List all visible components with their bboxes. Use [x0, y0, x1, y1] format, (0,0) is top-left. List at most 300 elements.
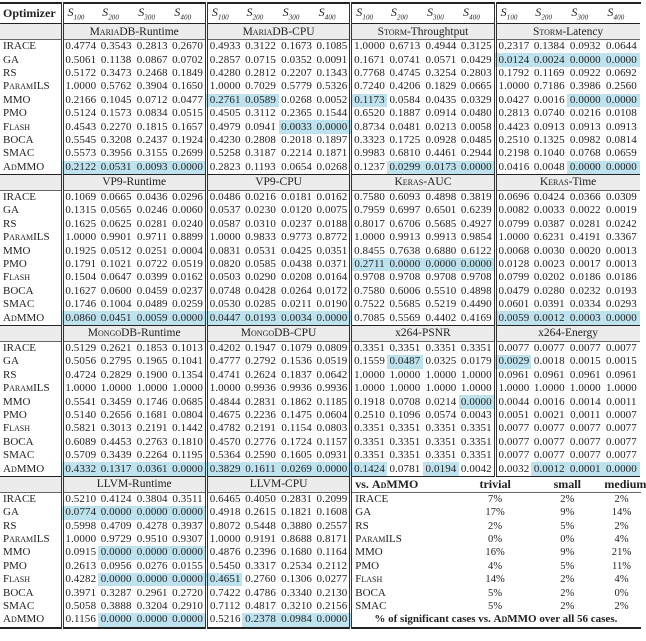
value-cell: 0.2615 — [242, 506, 278, 519]
significant-value-cell: 0.0001 — [567, 462, 603, 476]
value-cell: 0.0351 — [315, 244, 351, 257]
significant-value-cell: 0.0124 — [495, 53, 531, 66]
group-title — [351, 24, 495, 40]
value-cell: 0.4774 — [62, 40, 98, 54]
significant-value-cell: 0.0860 — [62, 311, 98, 325]
value-cell: 0.2018 — [279, 134, 315, 147]
significant-value-cell: 0.0299 — [387, 161, 423, 175]
significant-value-cell: 0.0000 — [567, 161, 603, 175]
value-cell: 0.0325 — [423, 355, 459, 368]
significant-value-cell: 0.3829 — [206, 462, 242, 476]
value-cell: 0.0914 — [423, 107, 459, 120]
s-symbol: $S_{100}$ — [68, 5, 85, 19]
value-cell: 0.0019 — [603, 204, 639, 217]
group-title — [62, 476, 206, 492]
value-cell: 0.0276 — [134, 560, 170, 573]
value-cell: 0.4927 — [459, 218, 495, 231]
table-row — [0, 341, 640, 355]
value-cell: 0.0186 — [567, 271, 603, 284]
value-cell: 0.2813 — [495, 107, 531, 120]
significant-value-cell: 0.2378 — [242, 613, 278, 627]
significant-value-cell: 0.0000 — [459, 161, 495, 175]
value-cell: 0.0571 — [423, 53, 459, 66]
value-cell: 0.9708 — [423, 271, 459, 284]
value-cell: 0.1085 — [315, 40, 351, 54]
table-row — [0, 161, 640, 175]
value-cell: 0.3937 — [170, 520, 206, 533]
group-metric: -CPU — [290, 327, 316, 339]
value-cell: 0.0108 — [603, 107, 639, 120]
value-cell: 0.0696 — [495, 190, 531, 204]
value-cell: 0.0537 — [206, 204, 242, 217]
value-cell: 0.0023 — [531, 258, 567, 271]
value-cell: 0.2613 — [62, 560, 98, 573]
value-cell: 0.0077 — [495, 449, 531, 462]
table-row — [0, 67, 640, 80]
group-system: VP9 — [102, 176, 122, 188]
summary-percent: 7% — [459, 492, 531, 506]
table-row — [0, 80, 640, 93]
value-cell: 0.0424 — [531, 190, 567, 204]
value-cell: 0.0246 — [134, 204, 170, 217]
value-cell: 0.0956 — [98, 560, 134, 573]
significant-value-cell: 0.0012 — [531, 462, 567, 476]
value-cell: 0.0211 — [279, 298, 315, 311]
value-cell: 0.1096 — [387, 409, 423, 422]
sample-size-header — [62, 3, 98, 24]
value-cell: 0.5129 — [62, 341, 98, 355]
significant-value-cell: 0.1424 — [351, 462, 387, 476]
value-cell: 0.0214 — [423, 395, 459, 408]
optimizer-name: SMAC — [0, 298, 62, 311]
value-cell: 0.0565 — [98, 204, 134, 217]
value-cell: 0.5056 — [62, 355, 98, 368]
value-cell: 0.3013 — [98, 422, 134, 435]
value-cell: 0.0692 — [603, 67, 639, 80]
summary-percent: 2% — [459, 520, 531, 533]
value-cell: 0.1041 — [170, 355, 206, 368]
s-symbol: $S_{100}$ — [356, 5, 373, 19]
value-cell: 0.0018 — [531, 355, 567, 368]
significant-value-cell: 0.0003 — [567, 311, 603, 325]
value-cell: 0.7580 — [351, 285, 387, 298]
optimizer-name: BOCA — [0, 586, 62, 599]
s-symbol: $S_{100}$ — [212, 5, 229, 19]
value-cell: 0.7422 — [206, 586, 242, 599]
value-cell: 0.4124 — [98, 492, 134, 506]
value-cell: 0.0654 — [279, 161, 315, 175]
s-symbol: $S_{200}$ — [391, 5, 408, 19]
value-cell: 0.3804 — [134, 492, 170, 506]
summary-percent: 2% — [531, 492, 603, 506]
value-cell: 1.0000 — [495, 80, 531, 93]
value-cell: 0.0503 — [206, 271, 242, 284]
value-cell: 0.0961 — [567, 369, 603, 382]
value-cell: 1.0000 — [459, 382, 495, 395]
value-cell: 0.1605 — [279, 449, 315, 462]
value-cell: 0.5762 — [98, 80, 134, 93]
significant-value-cell: 0.0000 — [603, 94, 639, 107]
s-subscript: 400 — [469, 14, 480, 22]
value-cell: 0.0240 — [170, 218, 206, 231]
value-cell: 0.1315 — [62, 204, 98, 217]
significant-value-cell: 0.0012 — [531, 311, 567, 325]
value-cell: 0.4898 — [423, 190, 459, 204]
value-cell: 0.0022 — [567, 204, 603, 217]
optimizer-name: PMO — [0, 258, 62, 271]
value-cell: 0.3351 — [351, 341, 387, 355]
sample-size-header — [495, 3, 531, 24]
value-cell: 0.0915 — [62, 546, 98, 559]
summary-optimizer-name: BOCA — [351, 586, 459, 599]
group-title — [62, 174, 206, 190]
table-row — [0, 40, 640, 54]
table-row — [0, 258, 640, 271]
value-cell: 0.0021 — [531, 409, 567, 422]
value-cell: 0.4505 — [206, 107, 242, 120]
value-cell: 0.0310 — [242, 218, 278, 231]
group-system: LLVM — [250, 478, 282, 490]
value-cell: 0.2560 — [603, 80, 639, 93]
value-cell: 0.4876 — [206, 546, 242, 559]
value-cell: 0.5219 — [423, 298, 459, 311]
table-row — [0, 506, 640, 519]
value-cell: 0.2813 — [134, 40, 170, 54]
value-cell: 0.5124 — [62, 107, 98, 120]
value-cell: 0.4570 — [206, 436, 242, 449]
optimizer-name: RS — [0, 520, 62, 533]
optimizer-name: RS — [0, 369, 62, 382]
optimizer-name: PMO — [0, 560, 62, 573]
value-cell: 0.3511 — [170, 492, 206, 506]
value-cell: 0.1887 — [387, 107, 423, 120]
value-cell: 0.3125 — [459, 40, 495, 54]
value-cell: 0.7112 — [206, 600, 242, 613]
significant-value-cell: 0.0000 — [98, 613, 134, 627]
value-cell: 0.4282 — [62, 573, 98, 586]
value-cell: 0.0982 — [567, 134, 603, 147]
optimizer-name: Flash — [0, 120, 62, 133]
value-cell: 0.7580 — [351, 190, 387, 204]
significant-value-cell: 0.0059 — [134, 311, 170, 325]
summary-optimizer-name: ParamILS — [351, 533, 459, 546]
value-cell: 0.6465 — [206, 492, 242, 506]
value-cell: 0.1862 — [279, 395, 315, 408]
summary-optimizer-name: MMO — [351, 546, 459, 559]
summary-percent: 5% — [531, 560, 603, 573]
value-cell: 0.0186 — [603, 271, 639, 284]
sample-size-header — [134, 3, 170, 24]
value-cell: 0.0190 — [315, 298, 351, 311]
value-cell: 0.0164 — [315, 271, 351, 284]
summary-percent: 2% — [531, 586, 603, 599]
value-cell: 0.2831 — [242, 395, 278, 408]
significant-value-cell: 0.0269 — [279, 462, 315, 476]
value-cell: 0.0058 — [459, 120, 495, 133]
value-cell: 0.2795 — [98, 355, 134, 368]
optimizer-name: GA — [0, 204, 62, 217]
value-cell: 0.5058 — [62, 600, 98, 613]
value-cell: 0.6520 — [351, 107, 387, 120]
value-cell: 0.9191 — [242, 533, 278, 546]
section-header-row — [0, 174, 640, 190]
value-cell: 0.0481 — [387, 120, 423, 133]
value-cell: 0.0232 — [567, 285, 603, 298]
value-cell: 0.3340 — [279, 586, 315, 599]
value-cell: 0.0293 — [603, 298, 639, 311]
value-cell: 0.1871 — [315, 147, 351, 160]
value-cell: 1.0000 — [206, 533, 242, 546]
summary-header: small — [531, 476, 603, 492]
value-cell: 0.2760 — [242, 573, 278, 586]
value-cell: 0.1625 — [62, 218, 98, 231]
value-cell: 0.2214 — [279, 147, 315, 160]
value-cell: 0.3351 — [459, 422, 495, 435]
value-cell: 0.3155 — [134, 147, 170, 160]
value-cell: 0.4933 — [206, 40, 242, 54]
table-row — [0, 94, 640, 107]
value-cell: 0.3439 — [98, 449, 134, 462]
value-cell: 0.9708 — [459, 271, 495, 284]
section-header-row — [0, 24, 640, 40]
value-cell: 0.1791 — [62, 258, 98, 271]
significant-value-cell: 0.0000 — [134, 613, 170, 627]
significant-value-cell: 0.0000 — [567, 53, 603, 66]
summary-footnote: % of significant cases vs. AdMMO over all 56 cases. — [351, 613, 640, 627]
value-cell: 0.0077 — [567, 341, 603, 355]
value-cell: 0.1681 — [134, 409, 170, 422]
value-cell: 0.0014 — [567, 395, 603, 408]
value-cell: 0.0015 — [567, 355, 603, 368]
group-system: MongoDB — [88, 327, 137, 339]
summary-percent: 16% — [459, 546, 531, 559]
value-cell: 0.0290 — [242, 271, 278, 284]
value-cell: 0.0259 — [170, 298, 206, 311]
value-cell: 0.0803 — [315, 422, 351, 435]
value-cell: 0.9936 — [242, 382, 278, 395]
value-cell: 0.2510 — [351, 409, 387, 422]
value-cell: 0.0585 — [242, 258, 278, 271]
value-cell: 0.0867 — [134, 53, 170, 66]
value-cell: 0.2156 — [315, 600, 351, 613]
value-cell: 0.0399 — [134, 271, 170, 284]
s-subscript: 200 — [108, 14, 119, 22]
significant-value-cell: 0.0000 — [170, 161, 206, 175]
optimizer-name: ParamILS — [0, 382, 62, 395]
value-cell: 0.1746 — [62, 298, 98, 311]
summary-percent: 2% — [531, 573, 603, 586]
value-cell: 0.0831 — [206, 244, 242, 257]
value-cell: 0.3971 — [62, 586, 98, 599]
value-cell: 0.9307 — [170, 533, 206, 546]
optimizer-name: MMO — [0, 244, 62, 257]
group-system: MongoDB — [241, 327, 290, 339]
value-cell: 0.2510 — [495, 134, 531, 147]
group-metric: -Runtime — [123, 176, 166, 188]
value-cell: 0.3459 — [98, 395, 134, 408]
summary-percent: 14% — [603, 506, 639, 519]
significant-value-cell: 0.0000 — [603, 53, 639, 66]
value-cell: 0.0941 — [242, 120, 278, 133]
value-cell: 0.0741 — [387, 53, 423, 66]
value-cell: 0.0162 — [170, 271, 206, 284]
group-metric: -Latency — [562, 26, 603, 38]
significant-value-cell: 0.0531 — [98, 161, 134, 175]
value-cell: 0.0077 — [531, 341, 567, 355]
summary-percent: 4% — [603, 573, 639, 586]
value-cell: 0.0574 — [423, 409, 459, 422]
value-cell: 0.0268 — [279, 94, 315, 107]
value-cell: 0.1965 — [134, 355, 170, 368]
sample-size-header — [423, 3, 459, 24]
s-subscript: 200 — [397, 14, 408, 22]
value-cell: 0.0042 — [459, 462, 495, 476]
value-cell: 0.0804 — [170, 409, 206, 422]
significant-value-cell: 0.0000 — [170, 613, 206, 627]
value-cell: 0.0188 — [315, 218, 351, 231]
value-cell: 0.3187 — [242, 147, 278, 160]
value-cell: 0.1536 — [279, 355, 315, 368]
value-cell: 0.1671 — [351, 53, 387, 66]
value-cell: 0.0033 — [531, 204, 567, 217]
value-cell: 0.0264 — [279, 285, 315, 298]
value-cell: 0.1608 — [315, 506, 351, 519]
table-row — [0, 449, 640, 462]
value-cell: 0.3956 — [98, 147, 134, 160]
value-cell: 0.0961 — [603, 369, 639, 382]
value-cell: 0.0128 — [495, 258, 531, 271]
significant-value-cell: 0.0361 — [134, 462, 170, 476]
optimizer-name: PMO — [0, 409, 62, 422]
value-cell: 0.2792 — [242, 355, 278, 368]
value-cell: 0.2534 — [279, 560, 315, 573]
value-cell: 0.0077 — [567, 449, 603, 462]
optimizer-name: MMO — [0, 546, 62, 559]
s-symbol: $S_{300}$ — [283, 5, 300, 19]
section-header-row — [0, 325, 640, 341]
value-cell: 0.0428 — [242, 285, 278, 298]
group-metric: -Time — [569, 176, 597, 188]
value-cell: 0.0781 — [387, 462, 423, 476]
value-cell: 0.5450 — [206, 560, 242, 573]
summary-percent: 0% — [603, 586, 639, 599]
value-cell: 0.4745 — [387, 67, 423, 80]
value-cell: 1.0000 — [423, 369, 459, 382]
value-cell: 0.0834 — [134, 107, 170, 120]
value-cell: 0.4782 — [206, 422, 242, 435]
value-cell: 0.0659 — [603, 147, 639, 160]
value-cell: 0.4675 — [206, 409, 242, 422]
value-cell: 0.2557 — [315, 520, 351, 533]
value-cell: 0.2808 — [242, 134, 278, 147]
value-cell: 0.6231 — [531, 231, 567, 244]
summary-percent: 5% — [459, 600, 531, 613]
value-cell: 0.1154 — [279, 422, 315, 435]
value-cell: 0.1069 — [62, 190, 98, 204]
summary-optimizer-name: GA — [351, 506, 459, 519]
value-cell: 0.1849 — [170, 67, 206, 80]
value-cell: 0.0091 — [315, 53, 351, 66]
header-row — [0, 3, 640, 24]
value-cell: 0.3204 — [134, 600, 170, 613]
significant-value-cell: 0.0589 — [242, 94, 278, 107]
optimizer-name: AdMMO — [0, 613, 62, 627]
value-cell: 0.0644 — [603, 40, 639, 54]
value-cell: 0.0202 — [531, 271, 567, 284]
value-cell: 0.0477 — [170, 94, 206, 107]
value-cell: 0.6810 — [387, 147, 423, 160]
table-row — [0, 134, 640, 147]
group-metric: -CPU — [281, 478, 307, 490]
group-metric: -Throughtput — [407, 26, 468, 38]
value-cell: 0.3351 — [423, 449, 459, 462]
value-cell: 0.0702 — [170, 53, 206, 66]
value-cell: 0.3210 — [279, 600, 315, 613]
significant-value-cell: 0.0447 — [206, 311, 242, 325]
group-system: LLVM — [97, 478, 129, 490]
value-cell: 0.3986 — [567, 80, 603, 93]
value-cell: 0.5216 — [206, 613, 242, 627]
value-cell: 0.8734 — [351, 120, 387, 133]
s-subscript: 300 — [433, 14, 444, 22]
optimizer-name: AdMMO — [0, 311, 62, 325]
value-cell: 0.1185 — [315, 395, 351, 408]
value-cell: 0.5140 — [62, 409, 98, 422]
value-cell: 0.2910 — [170, 600, 206, 613]
summary-percent: 21% — [603, 546, 639, 559]
table-row — [0, 613, 640, 627]
value-cell: 0.0051 — [495, 409, 531, 422]
value-cell: 0.0366 — [567, 190, 603, 204]
value-cell: 0.0172 — [315, 285, 351, 298]
value-cell: 0.0387 — [531, 218, 567, 231]
value-cell: 0.8772 — [315, 231, 351, 244]
value-cell: 0.0922 — [567, 67, 603, 80]
value-cell: 0.0530 — [206, 298, 242, 311]
value-cell: 0.0007 — [603, 409, 639, 422]
summary-percent: 9% — [531, 506, 603, 519]
value-cell: 0.1746 — [134, 395, 170, 408]
s-subscript: 100 — [507, 14, 518, 22]
value-cell: 0.3351 — [387, 422, 423, 435]
significant-value-cell: 0.2122 — [62, 161, 98, 175]
value-cell: 0.0600 — [98, 285, 134, 298]
value-cell: 0.0480 — [459, 107, 495, 120]
optimizer-name: BOCA — [0, 285, 62, 298]
value-cell: 0.5448 — [242, 520, 278, 533]
value-cell: 0.0479 — [495, 285, 531, 298]
optimizer-name: SMAC — [0, 600, 62, 613]
significant-value-cell: 0.0000 — [459, 395, 495, 408]
value-cell: 0.0799 — [495, 271, 531, 284]
group-system: x264 — [538, 327, 561, 339]
table-row — [0, 422, 640, 435]
significant-value-cell: 0.0000 — [603, 161, 639, 175]
s-symbol: $S_{400}$ — [174, 5, 191, 19]
group-title — [495, 174, 639, 190]
sample-size-header — [387, 3, 423, 24]
value-cell: 0.4402 — [423, 311, 459, 325]
group-metric: -Energy — [561, 327, 598, 339]
value-cell: 0.5326 — [315, 80, 351, 93]
value-cell: 0.0531 — [242, 244, 278, 257]
value-cell: 0.2191 — [134, 422, 170, 435]
value-cell: 0.0216 — [242, 190, 278, 204]
value-cell: 1.0000 — [206, 80, 242, 93]
value-cell: 0.1724 — [279, 436, 315, 449]
group-title — [62, 325, 206, 341]
summary-percent: 17% — [459, 506, 531, 519]
